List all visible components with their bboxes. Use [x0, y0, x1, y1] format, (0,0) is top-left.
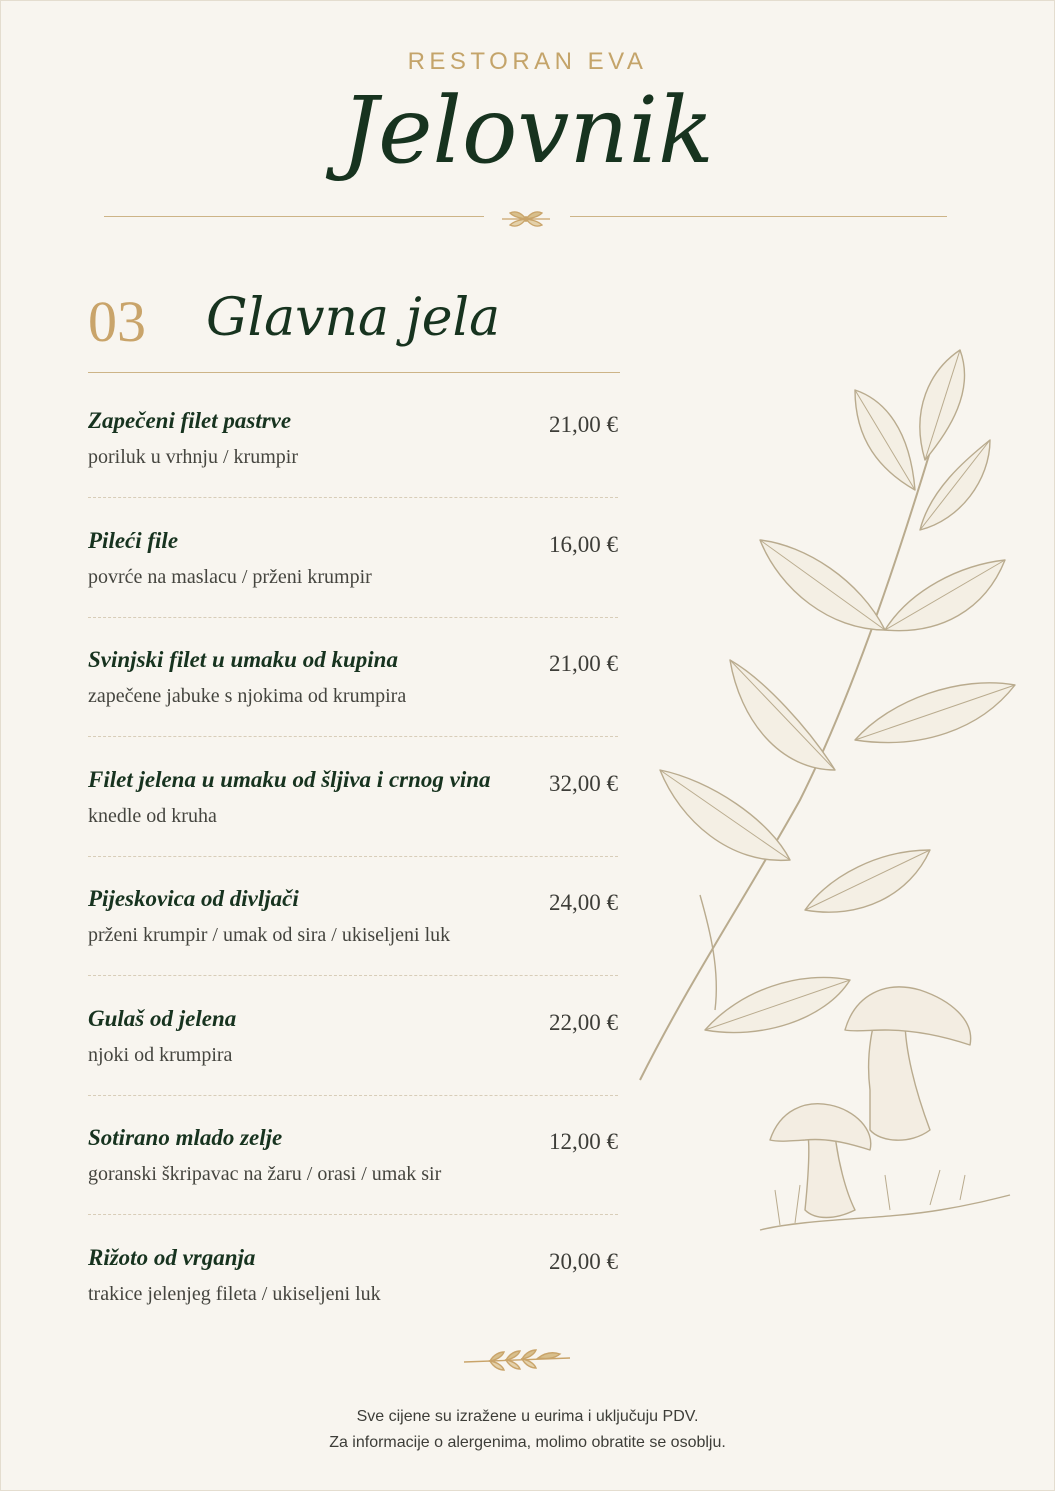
menu-item-price: 32,00 €	[549, 770, 618, 796]
item-divider	[88, 497, 618, 498]
menu-item-description: njoki od krumpira	[88, 1043, 233, 1066]
menu-items-list	[88, 402, 620, 1358]
menu-item-price: 21,00 €	[549, 651, 618, 676]
menu-item-description: prženi krumpir / umak od sira / ukiseljeni luk	[88, 924, 451, 946]
item-divider	[88, 736, 618, 737]
menu-item-price: 24,00 €	[549, 890, 618, 915]
item-divider	[88, 1214, 618, 1215]
item-divider	[88, 1095, 618, 1096]
menu-item	[88, 1000, 620, 1120]
menu-item-name: Svinjski filet u umaku od kupina	[88, 647, 398, 672]
item-divider	[88, 856, 618, 857]
footer-note-allergens: Za informacije o alergenima, molimo obratite se osoblju.	[329, 1434, 726, 1451]
menu-item	[88, 641, 620, 761]
menu-item-name: Filet jelena u umaku od šljiva i crnog vina	[88, 766, 491, 792]
footer-note-prices: Sve cijene su izražene u eurima i uključuju PDV.	[356, 1408, 699, 1425]
menu-item-description: goranski škripavac na žaru / orasi / umak sir	[88, 1163, 442, 1185]
menu-item	[88, 1239, 620, 1359]
menu-item-price: 12,00 €	[549, 1129, 618, 1154]
section-number: 03	[88, 289, 146, 354]
item-divider	[88, 617, 618, 618]
menu-item	[88, 1119, 620, 1239]
botanical-illustration	[630, 330, 1030, 1240]
menu-item-name: Pijeskovica od divljači	[88, 886, 299, 911]
menu-item-description: poriluk u vrhnju / krumpir	[88, 446, 298, 468]
menu-item-name: Gulaš od jelena	[88, 1005, 237, 1031]
menu-item-price: 22,00 €	[549, 1009, 618, 1035]
menu-item	[88, 522, 620, 642]
menu-item	[88, 880, 620, 1000]
menu-item-description: povrće na maslacu / prženi krumpir	[88, 565, 372, 588]
menu-item-price: 20,00 €	[549, 1248, 618, 1274]
restaurant-name: RESTORAN EVA	[407, 48, 648, 75]
item-divider	[88, 975, 618, 976]
menu-item	[88, 761, 620, 881]
menu-item-name: Pileći file	[88, 527, 179, 553]
menu-item-name: Zapečeni filet pastrve	[88, 408, 292, 433]
menu-item-name: Rižoto od vrganja	[88, 1244, 256, 1270]
menu-title: Jelovnik	[341, 77, 714, 184]
menu-item	[88, 402, 620, 522]
menu-item-name: Sotirano mlado zelje	[88, 1125, 283, 1150]
menu-item-description: trakice jelenjeg fileta / ukiseljeni luk	[88, 1282, 381, 1305]
menu-item-description: knedle od kruha	[88, 804, 217, 827]
menu-item-price: 16,00 €	[549, 531, 618, 557]
section-title: Glavna jela	[206, 288, 501, 348]
header-divider-left	[104, 216, 484, 217]
menu-item-price: 21,00 €	[549, 412, 618, 437]
wheat-sprig-icon	[460, 1346, 574, 1374]
header-divider-right	[570, 216, 947, 217]
section-divider	[88, 372, 620, 373]
menu-item-description: zapečene jabuke s njokima od krumpira	[88, 685, 407, 707]
leaf-ornament-icon	[494, 203, 558, 235]
